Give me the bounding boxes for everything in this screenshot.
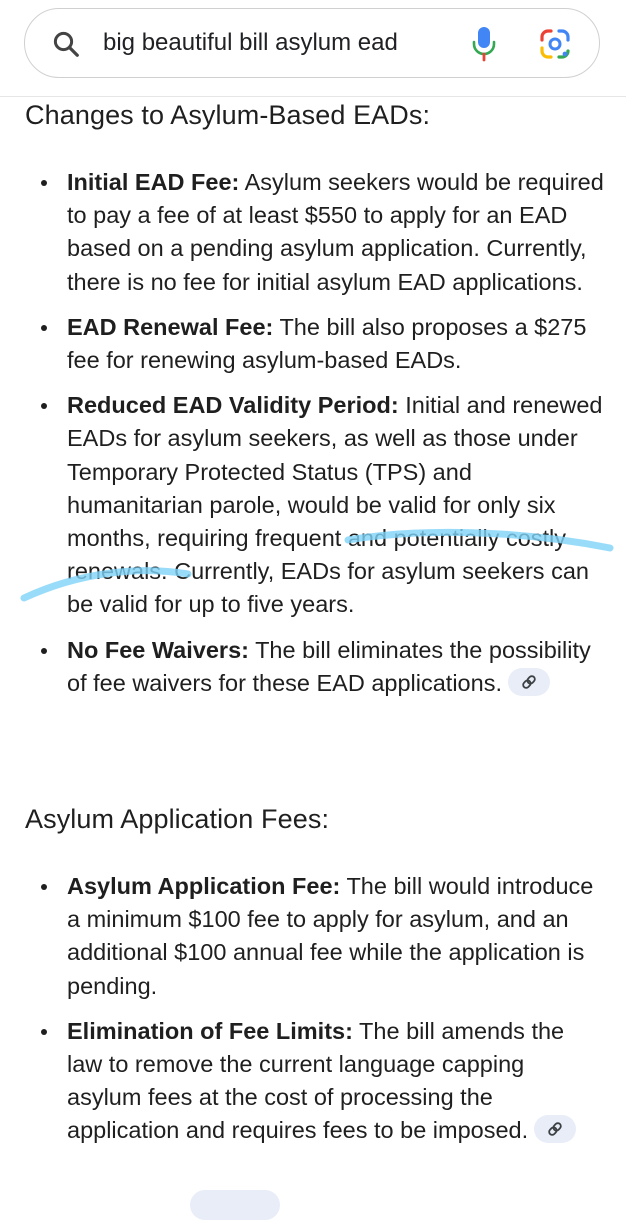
item-term: Initial EAD Fee: <box>67 169 240 195</box>
item-term: Asylum Application Fee: <box>67 873 341 899</box>
list-item-fee-limits <box>0 1015 626 1148</box>
item-text: The bill eliminates the possibility of fee waivers for these EAD applications. <box>67 636 591 696</box>
item-term: Elimination of Fee Limits: <box>67 1017 353 1044</box>
section-heading-asylum-eads: Changes to Asylum-Based EADs: <box>25 100 431 130</box>
source-link-button[interactable] <box>534 1115 576 1143</box>
source-link-button[interactable] <box>508 668 550 696</box>
link-icon <box>547 1121 563 1137</box>
list-item-reduced-validity <box>0 389 626 621</box>
asylum-application-fees-list <box>0 870 626 1160</box>
search-icon <box>51 29 81 59</box>
more-chip[interactable] <box>190 1190 280 1220</box>
link-icon <box>521 674 537 690</box>
section-heading-application-fees: Asylum Application Fees: <box>25 804 330 834</box>
asylum-ead-changes-list <box>0 166 626 712</box>
item-text: Initial and renewed EADs for asylum seekers, as well as those under Temporary Protected Status (TPS) and humanitarian parole, would be valid for only six months, requiring frequent and potentially costly renewals. Currently, EADs for asylum seekers can be valid for up to five years. <box>67 392 603 618</box>
item-term: EAD Renewal Fee: <box>67 313 274 340</box>
list-item-application-fee <box>0 870 626 1003</box>
item-text: The bill amends the law to remove the current language capping asylum fees at the cost of processing the application and requires fees to be imposed. <box>67 1017 565 1144</box>
item-term: Reduced EAD Validity Period: <box>67 392 399 419</box>
google-lens-icon[interactable] <box>539 28 571 60</box>
item-text: The bill also proposes a $275 fee for renewing asylum-based EADs. <box>67 313 587 374</box>
microphone-icon[interactable] <box>471 26 497 62</box>
search-input[interactable] <box>103 21 453 65</box>
search-bar-container <box>0 0 626 97</box>
list-item-ead-renewal-fee <box>0 311 626 377</box>
list-item-initial-ead-fee <box>0 166 626 299</box>
search-box[interactable] <box>24 8 600 78</box>
item-text: The bill would introduce a minimum $100 fee to apply for asylum, and an additional $100 annual fee while the application is pending. <box>67 873 594 999</box>
list-item-no-fee-waivers <box>0 634 626 700</box>
item-text: Asylum seekers would be required to pay a fee of at least $550 to apply for an EAD based on a pending asylum application. Currently, there is no fee for initial asylum EAD applications. <box>67 169 604 295</box>
item-term: No Fee Waivers: <box>67 636 249 663</box>
